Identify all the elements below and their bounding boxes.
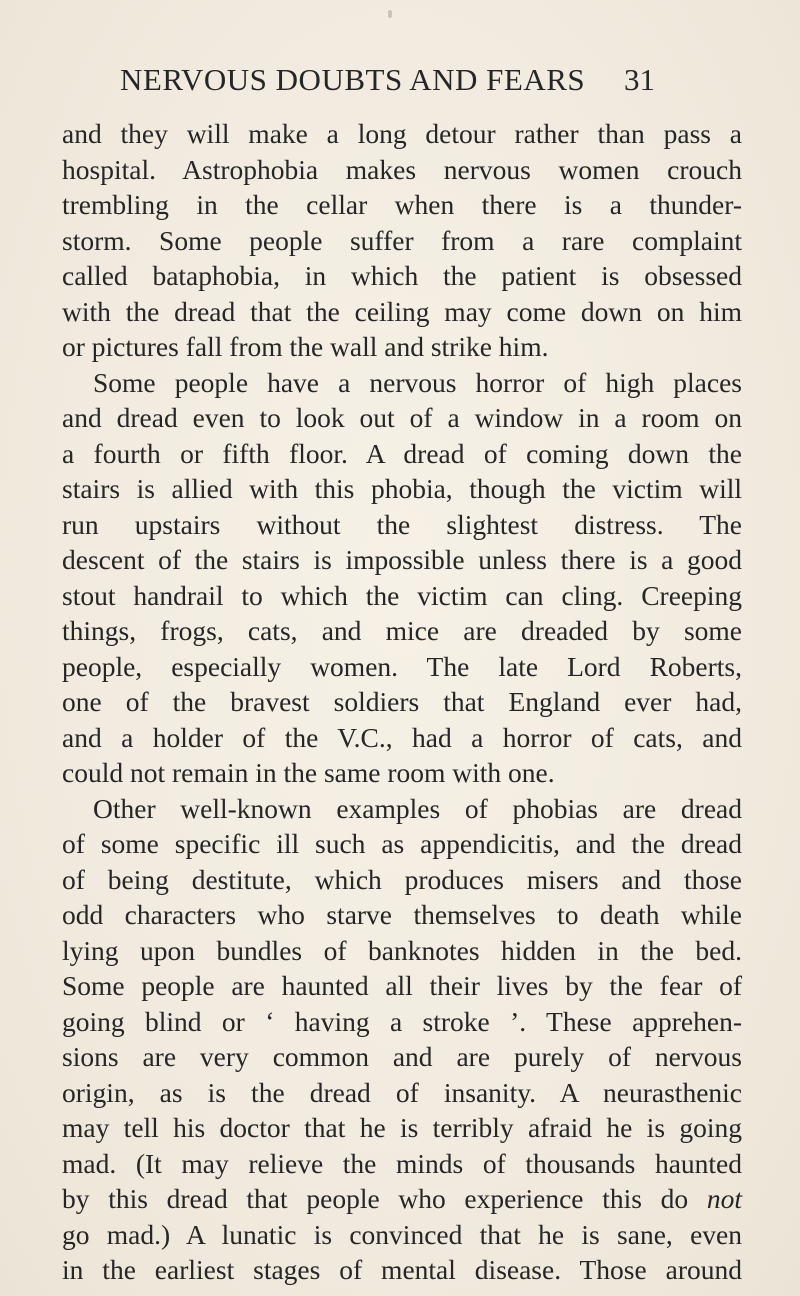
text-line: with the dread that the ceiling may come down on him <box>62 295 742 327</box>
text-line: may tell his doctor that he is terribly afraid he is going <box>62 1112 742 1143</box>
text-line: things, frogs, cats, and mice are dreaded by some <box>62 615 742 646</box>
text-line: or pictures fall from the wall and strike him. <box>62 331 549 362</box>
text-segment: go mad.) <box>62 1218 171 1250</box>
text-line: and dread even to look out of a window in a room on <box>62 402 742 433</box>
text-line: Other well-known examples of phobias are dread <box>93 792 742 824</box>
text-line: lying upon bundles of banknotes hidden in the bed. <box>62 934 742 966</box>
text-line: of some specific ill such as appendicitis, and the dread <box>62 828 742 859</box>
text-line: hospital. Astrophobia makes nervous women crouch <box>62 153 742 185</box>
text-line-with-emphasis <box>62 1181 742 1217</box>
text-line: stairs is allied with this phobia, though the victim will <box>62 473 742 504</box>
text-line: of being destitute, which produces misers and those <box>62 863 742 895</box>
text-line: and a holder of the V.C., had a horror of cats, and <box>62 721 742 753</box>
text-line: one of the bravest soldiers that England ever had, <box>62 686 742 717</box>
text-line: mad. (It may relieve the minds of thousands haunted <box>62 1147 742 1179</box>
text-line: going blind or ‘ having a stroke ’. These apprehen- <box>62 1005 742 1037</box>
body-text <box>62 116 742 1288</box>
text-line: could not remain in the same room with one. <box>62 757 555 788</box>
running-title: NERVOUS DOUBTS AND FEARS <box>120 62 586 97</box>
text-line: trembling in the cellar when there is a thunder- <box>62 189 742 220</box>
text-line: sions are very common and are purely of nervous <box>62 1041 742 1072</box>
text-line: descent of the stairs is impossible unless there is a good <box>62 544 742 575</box>
text-segment: A lunatic is convinced that he is sane, even <box>185 1218 742 1250</box>
text-line: a fourth or fifth floor. A dread of coming down the <box>62 437 742 469</box>
text-line: stout handrail to which the victim can cling. Creeping <box>62 579 742 611</box>
text-line: people, especially women. The late Lord Roberts, <box>62 650 742 682</box>
text-line: called bataphobia, in which the patient is obsessed <box>62 260 742 291</box>
text-line-with-sentence <box>62 1217 742 1253</box>
text-line: and they will make a long detour rather than pass a <box>62 118 742 149</box>
emphasis-not: not <box>706 1183 743 1214</box>
page-number: 31 <box>624 62 655 97</box>
text-line: in the earliest stages of mental disease. Those around <box>62 1254 742 1285</box>
text-line: storm. Some people suffer from a rare complaint <box>62 224 742 256</box>
text-segment: by this dread that people who experience this do <box>62 1183 689 1214</box>
text-line: Some people have a nervous horror of high places <box>93 366 742 398</box>
print-speck <box>388 10 392 18</box>
running-header <box>120 62 655 102</box>
text-line: run upstairs without the slightest distress. The <box>62 508 742 540</box>
text-line: odd characters who starve themselves to death while <box>62 899 742 930</box>
text-line: Some people are haunted all their lives by the fear of <box>62 970 742 1001</box>
text-line: origin, as is the dread of insanity. A neurasthenic <box>62 1076 742 1108</box>
